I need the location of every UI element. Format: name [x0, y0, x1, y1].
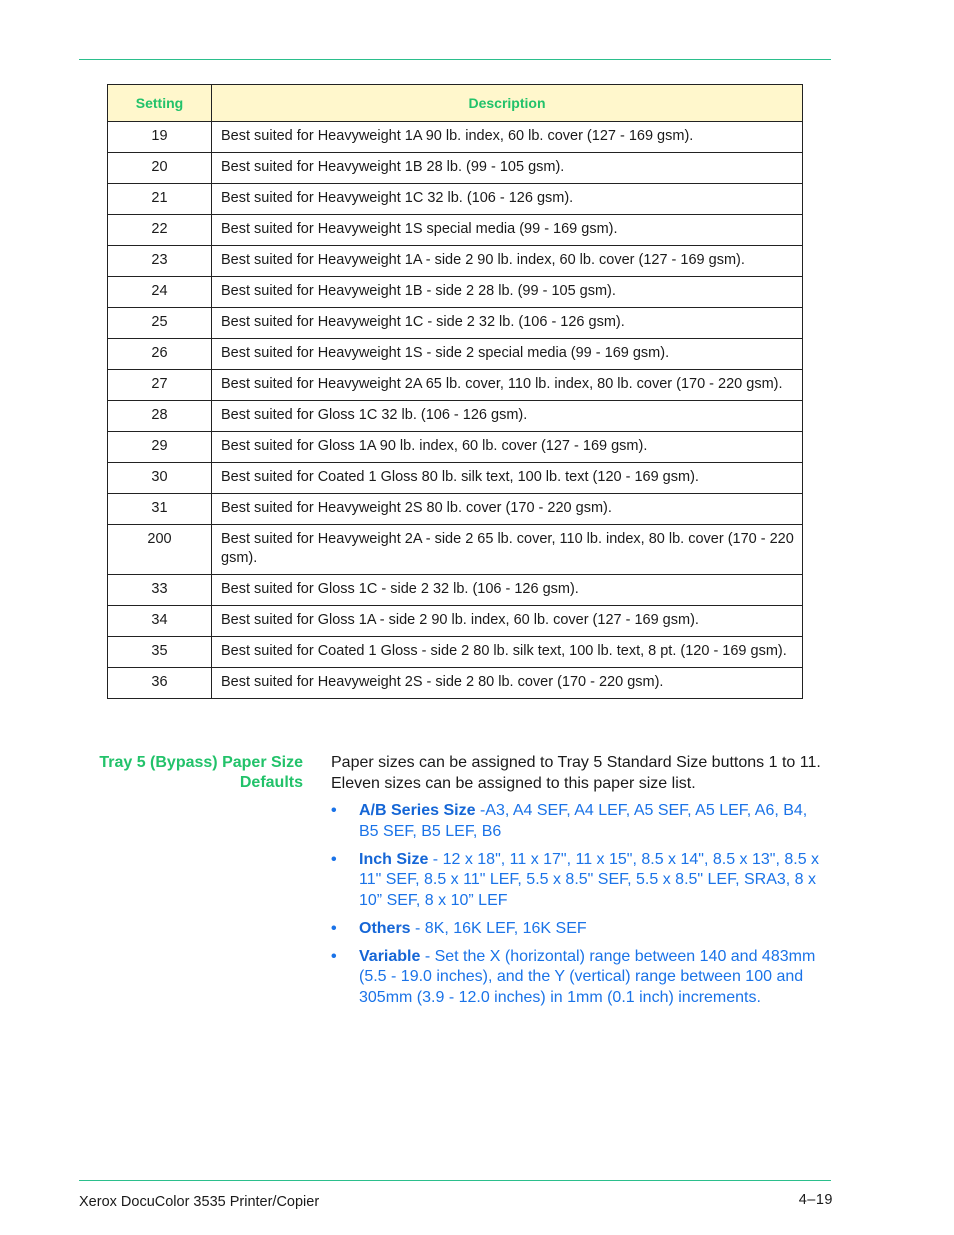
setting-value: 25	[108, 308, 212, 339]
column-header-setting: Setting	[108, 85, 212, 122]
table-row	[108, 525, 803, 575]
bullet-icon: •	[331, 919, 337, 937]
setting-description: Best suited for Heavyweight 2A 65 lb. cover, 110 lb. index, 80 lb. cover (170 - 220 gsm).	[212, 370, 803, 401]
table-row	[108, 122, 803, 153]
paper-size-list	[331, 801, 831, 1008]
bullet-icon: •	[331, 947, 337, 965]
setting-description: Best suited for Gloss 1A - side 2 90 lb. index, 60 lb. cover (127 - 169 gsm).	[212, 606, 803, 637]
table-row	[108, 370, 803, 401]
setting-description: Best suited for Heavyweight 2A - side 2 65 lb. cover, 110 lb. index, 80 lb. cover (170 - 220 gsm).	[212, 525, 803, 575]
table-row	[108, 277, 803, 308]
list-item-term: Inch Size	[359, 850, 429, 868]
setting-description: Best suited for Gloss 1C - side 2 32 lb. (106 - 126 gsm).	[212, 575, 803, 606]
list-item-text: - 12 x 18", 11 x 17", 11 x 15", 8.5 x 14", 8.5 x 13", 8.5 x 11" SEF, 8.5 x 11" LEF, 5.5 x 8.5" SEF, 5.5 x 8.5" LEF, SRA3, 8 x 10” SEF, 8 x 10” LEF	[359, 850, 820, 909]
table-row	[108, 153, 803, 184]
setting-description: Best suited for Heavyweight 1C - side 2 32 lb. (106 - 126 gsm).	[212, 308, 803, 339]
setting-value: 33	[108, 575, 212, 606]
table-row	[108, 215, 803, 246]
setting-value: 29	[108, 432, 212, 463]
table-row	[108, 606, 803, 637]
setting-description: Best suited for Gloss 1A 90 lb. index, 60 lb. cover (127 - 169 gsm).	[212, 432, 803, 463]
bullet-icon: •	[331, 802, 337, 819]
setting-value: 23	[108, 246, 212, 277]
setting-description: Best suited for Heavyweight 2S - side 2 80 lb. cover (170 - 220 gsm).	[212, 668, 803, 699]
table-row	[108, 184, 803, 215]
setting-value: 36	[108, 668, 212, 699]
setting-value: 34	[108, 606, 212, 637]
setting-value: 200	[108, 525, 212, 575]
table-row	[108, 668, 803, 699]
list-item-text: -A3, A4 SEF, A4 LEF, A5 SEF, A5 LEF, A6, B4, B5 SEF, B5 LEF, B6	[359, 802, 808, 840]
setting-value: 20	[108, 153, 212, 184]
list-item	[331, 801, 831, 842]
table-row	[108, 463, 803, 494]
footer-product-name: Xerox DocuColor 3535 Printer/Copier	[79, 1194, 320, 1210]
setting-description: Best suited for Gloss 1C 32 lb. (106 - 126 gsm).	[212, 401, 803, 432]
table-header-row	[108, 85, 803, 122]
list-item	[331, 947, 831, 1009]
list-item-term: A/B Series Size	[359, 802, 476, 819]
setting-value: 26	[108, 339, 212, 370]
setting-value: 21	[108, 184, 212, 215]
table-row	[108, 494, 803, 525]
settings-table	[107, 84, 803, 699]
section-heading: Tray 5 (Bypass) Paper Size Defaults	[99, 754, 303, 791]
list-item-text: - Set the X (horizontal) range between 140 and 483mm (5.5 - 19.0 inches), and the Y (vertical) range between 100 and 305mm (3.9 - 12.0 inches) in 1mm (0.1 inch) increments.	[359, 947, 816, 1006]
list-item-term: Variable	[359, 947, 421, 965]
setting-description: Best suited for Coated 1 Gloss 80 lb. silk text, 100 lb. text (120 - 169 gsm).	[212, 463, 803, 494]
table-row	[108, 339, 803, 370]
setting-description: Best suited for Heavyweight 1A - side 2 90 lb. index, 60 lb. cover (127 - 169 gsm).	[212, 246, 803, 277]
setting-value: 35	[108, 637, 212, 668]
table-row	[108, 246, 803, 277]
header-rule	[79, 59, 831, 60]
list-item	[331, 919, 831, 940]
footer-rule	[79, 1180, 831, 1181]
setting-description: Best suited for Heavyweight 1B 28 lb. (99 - 105 gsm).	[212, 153, 803, 184]
setting-value: 31	[108, 494, 212, 525]
column-header-description: Description	[212, 85, 803, 122]
setting-value: 19	[108, 122, 212, 153]
setting-value: 22	[108, 215, 212, 246]
setting-description: Best suited for Heavyweight 1A 90 lb. index, 60 lb. cover (127 - 169 gsm).	[212, 122, 803, 153]
table-body	[108, 122, 803, 699]
bullet-icon: •	[331, 850, 337, 868]
table-row	[108, 432, 803, 463]
setting-description: Best suited for Heavyweight 1S special media (99 - 169 gsm).	[212, 215, 803, 246]
setting-description: Best suited for Coated 1 Gloss - side 2 80 lb. silk text, 100 lb. text, 8 pt. (120 - 169 gsm).	[212, 637, 803, 668]
footer-page-number: 4–19	[798, 1192, 833, 1208]
section-body	[331, 753, 831, 1016]
list-item-text: - 8K, 16K LEF, 16K SEF	[410, 919, 587, 937]
table-row	[108, 401, 803, 432]
table-row	[108, 637, 803, 668]
setting-value: 28	[108, 401, 212, 432]
list-item	[331, 850, 831, 912]
setting-value: 27	[108, 370, 212, 401]
setting-description: Best suited for Heavyweight 1C 32 lb. (106 - 126 gsm).	[212, 184, 803, 215]
setting-description: Best suited for Heavyweight 1S - side 2 special media (99 - 169 gsm).	[212, 339, 803, 370]
setting-description: Best suited for Heavyweight 1B - side 2 28 lb. (99 - 105 gsm).	[212, 277, 803, 308]
setting-value: 24	[108, 277, 212, 308]
setting-value: 30	[108, 463, 212, 494]
setting-description: Best suited for Heavyweight 2S 80 lb. cover (170 - 220 gsm).	[212, 494, 803, 525]
list-item-term: Others	[359, 919, 411, 937]
section-intro: Paper sizes can be assigned to Tray 5 Standard Size buttons 1 to 11. Eleven sizes can be assigned to this paper size list.	[331, 754, 821, 792]
table-row	[108, 308, 803, 339]
table-row	[108, 575, 803, 606]
